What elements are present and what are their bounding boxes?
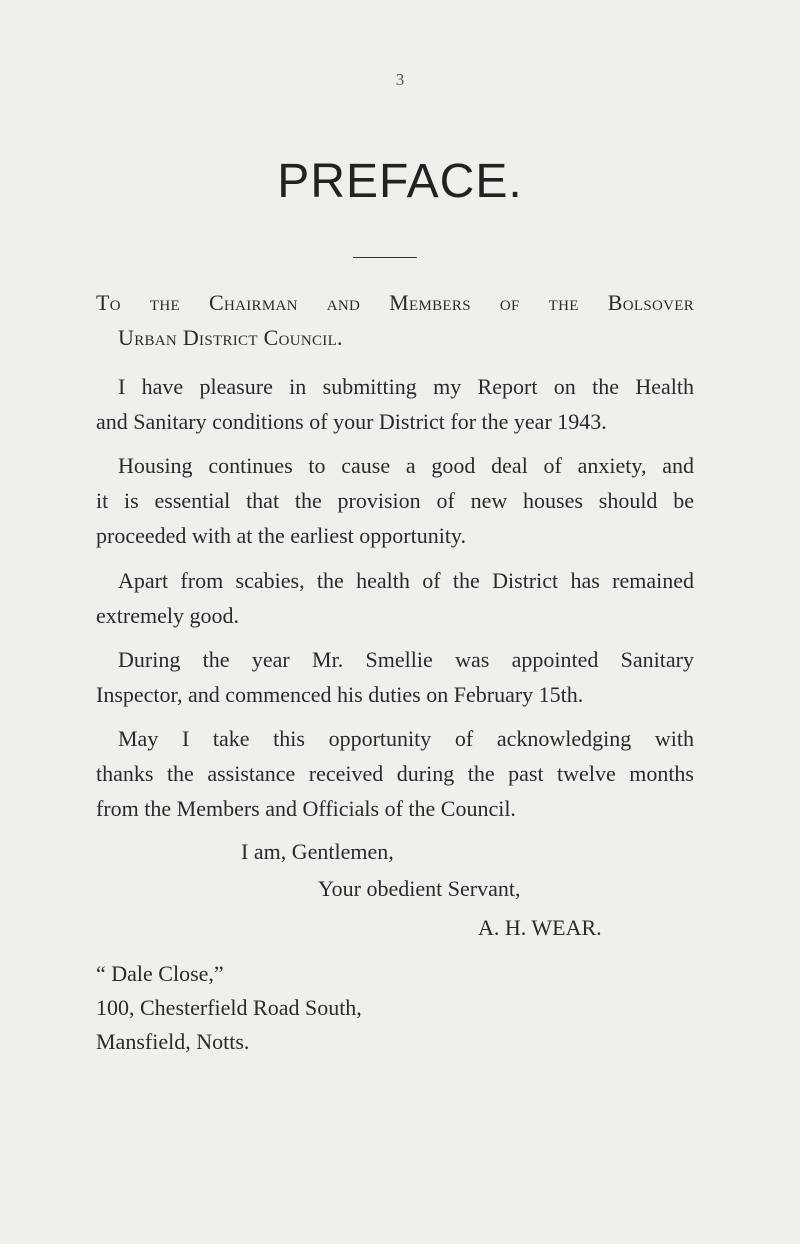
salutation-line-2: Urban District Council. (118, 325, 343, 350)
title-divider (353, 257, 417, 258)
address-block (96, 957, 362, 1059)
paragraph-line: from the Members and Officials of the Council. (96, 796, 516, 821)
salutation-line-1: To the Chairman and Members of the Bolsover (96, 290, 694, 315)
address-line-1: “ Dale Close,” (96, 961, 224, 986)
paragraph-line: May I take this opportunity of acknowledging with (118, 726, 694, 751)
address-line-2: 100, Chesterfield Road South, (96, 995, 362, 1020)
paragraph-report (96, 369, 694, 439)
paragraph-line: Housing continues to cause a good deal of anxiety, and (118, 453, 694, 478)
signature: A. H. WEAR. (478, 915, 602, 940)
paragraph-line: it is essential that the provision of new houses should be (96, 488, 694, 513)
paragraph-thanks (96, 721, 694, 826)
page-number: 3 (395, 70, 405, 89)
paragraph-inspector (96, 642, 694, 712)
paragraph-line: Inspector, and commenced his duties on February 15th. (96, 682, 584, 707)
address-line-3: Mansfield, Notts. (96, 1029, 250, 1054)
paragraph-housing (96, 448, 694, 553)
paragraph-line: and Sanitary conditions of your District for the year 1943. (96, 409, 607, 434)
page-title: PREFACE. (277, 155, 523, 208)
closing-valediction: Your obedient Servant, (318, 876, 521, 901)
paragraph-line: extremely good. (96, 603, 239, 628)
paragraph-line: thanks the assistance received during the past twelve months (96, 761, 694, 786)
paragraph-health (96, 563, 694, 633)
salutation (96, 285, 694, 355)
paragraph-line: proceeded with at the earliest opportunity. (96, 523, 467, 548)
paragraph-line: I have pleasure in submitting my Report on the Health (118, 374, 694, 399)
paragraph-line: Apart from scabies, the health of the District has remained (118, 568, 694, 593)
closing-greeting: I am, Gentlemen, (241, 839, 394, 864)
paragraph-line: During the year Mr. Smellie was appointed Sanitary (118, 647, 694, 672)
